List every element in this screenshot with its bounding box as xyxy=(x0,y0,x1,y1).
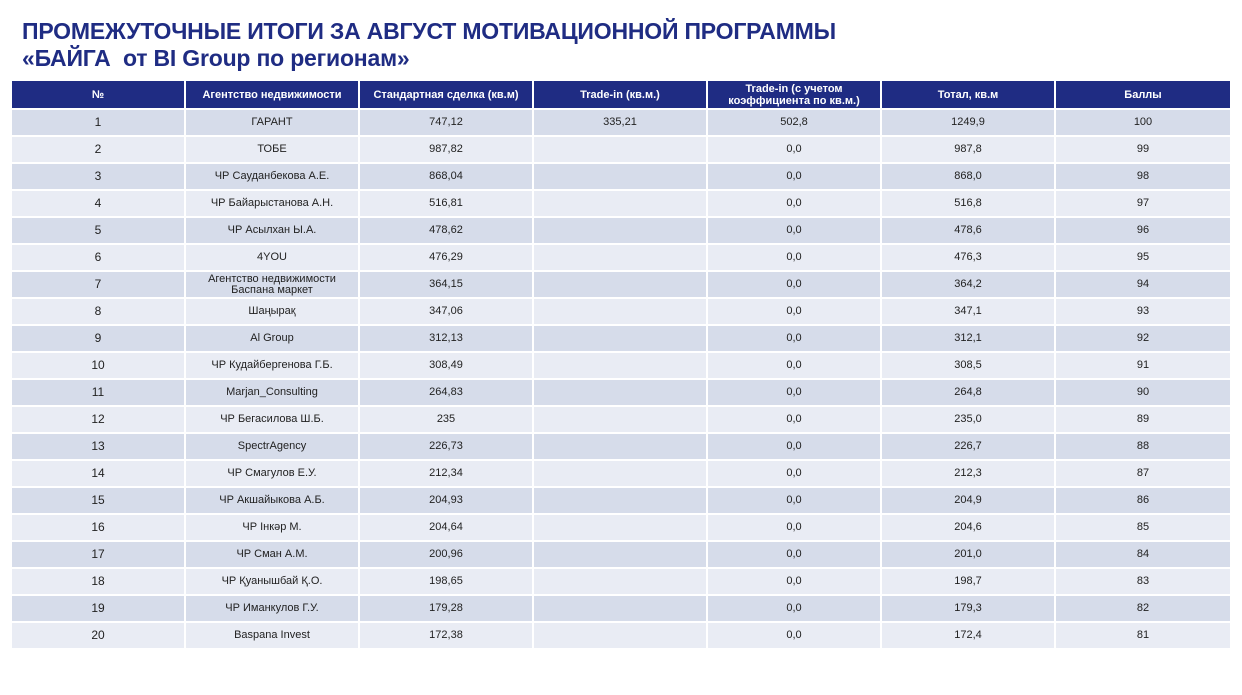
cell-points: 95 xyxy=(1055,244,1230,271)
cell-trade-in xyxy=(533,514,707,541)
table-row xyxy=(12,298,1230,325)
page-title xyxy=(22,18,836,72)
cell-standard-deal: 364,15 xyxy=(359,271,533,298)
column-header-agency: Агентство недвижимости xyxy=(185,81,359,109)
cell-points: 91 xyxy=(1055,352,1230,379)
cell-points: 86 xyxy=(1055,487,1230,514)
table-row xyxy=(12,514,1230,541)
cell-points: 89 xyxy=(1055,406,1230,433)
table-row xyxy=(12,325,1230,352)
cell-total: 347,1 xyxy=(881,298,1055,325)
cell-total: 204,9 xyxy=(881,487,1055,514)
cell-trade-in xyxy=(533,352,707,379)
cell-standard-deal: 204,64 xyxy=(359,514,533,541)
cell-standard-deal: 308,49 xyxy=(359,352,533,379)
cell-trade-in-coef: 0,0 xyxy=(707,244,881,271)
cell-total: 364,2 xyxy=(881,271,1055,298)
cell-trade-in xyxy=(533,136,707,163)
table-row xyxy=(12,568,1230,595)
cell-total: 264,8 xyxy=(881,379,1055,406)
cell-number: 3 xyxy=(12,163,185,190)
cell-trade-in xyxy=(533,379,707,406)
cell-agency: ТОБЕ xyxy=(185,136,359,163)
cell-total: 308,5 xyxy=(881,352,1055,379)
cell-trade-in-coef: 0,0 xyxy=(707,163,881,190)
cell-trade-in xyxy=(533,271,707,298)
cell-trade-in xyxy=(533,406,707,433)
cell-agency: ЧР Асылхан Ы.А. xyxy=(185,217,359,244)
cell-trade-in-coef: 0,0 xyxy=(707,217,881,244)
cell-number: 20 xyxy=(12,622,185,648)
cell-standard-deal: 226,73 xyxy=(359,433,533,460)
table-row xyxy=(12,136,1230,163)
table-row xyxy=(12,595,1230,622)
column-header-points: Баллы xyxy=(1055,81,1230,109)
cell-trade-in-coef: 0,0 xyxy=(707,541,881,568)
column-header-total: Тотал, кв.м xyxy=(881,81,1055,109)
cell-total: 201,0 xyxy=(881,541,1055,568)
column-header-trade-in: Trade-in (кв.м.) xyxy=(533,81,707,109)
table-row xyxy=(12,487,1230,514)
cell-number: 4 xyxy=(12,190,185,217)
cell-number: 8 xyxy=(12,298,185,325)
cell-number: 18 xyxy=(12,568,185,595)
cell-total: 516,8 xyxy=(881,190,1055,217)
table-row xyxy=(12,163,1230,190)
cell-number: 9 xyxy=(12,325,185,352)
cell-points: 94 xyxy=(1055,271,1230,298)
cell-trade-in xyxy=(533,595,707,622)
cell-total: 204,6 xyxy=(881,514,1055,541)
title-line-2: «БАЙГА от BI Group по регионам» xyxy=(22,45,410,71)
cell-trade-in-coef: 0,0 xyxy=(707,622,881,648)
cell-trade-in xyxy=(533,541,707,568)
cell-agency: Агентство недвижимости Баспана маркет xyxy=(185,271,359,298)
cell-trade-in xyxy=(533,190,707,217)
cell-number: 17 xyxy=(12,541,185,568)
cell-trade-in-coef: 0,0 xyxy=(707,271,881,298)
cell-trade-in-coef: 0,0 xyxy=(707,136,881,163)
cell-standard-deal: 179,28 xyxy=(359,595,533,622)
cell-total: 1249,9 xyxy=(881,109,1055,136)
cell-agency: ГАРАНТ xyxy=(185,109,359,136)
cell-standard-deal: 204,93 xyxy=(359,487,533,514)
cell-trade-in-coef: 502,8 xyxy=(707,109,881,136)
cell-trade-in xyxy=(533,325,707,352)
cell-total: 312,1 xyxy=(881,325,1055,352)
cell-total: 235,0 xyxy=(881,406,1055,433)
cell-trade-in xyxy=(533,622,707,648)
cell-agency: ЧР Қуанышбай Қ.О. xyxy=(185,568,359,595)
cell-trade-in-coef: 0,0 xyxy=(707,406,881,433)
cell-standard-deal: 200,96 xyxy=(359,541,533,568)
cell-number: 10 xyxy=(12,352,185,379)
cell-trade-in xyxy=(533,433,707,460)
table-row xyxy=(12,433,1230,460)
table-row xyxy=(12,271,1230,298)
cell-standard-deal: 868,04 xyxy=(359,163,533,190)
cell-total: 172,4 xyxy=(881,622,1055,648)
cell-number: 11 xyxy=(12,379,185,406)
cell-agency: ЧР Акшайыкова А.Б. xyxy=(185,487,359,514)
cell-trade-in: 335,21 xyxy=(533,109,707,136)
cell-points: 83 xyxy=(1055,568,1230,595)
cell-agency: Шаңырақ xyxy=(185,298,359,325)
cell-standard-deal: 235 xyxy=(359,406,533,433)
cell-standard-deal: 312,13 xyxy=(359,325,533,352)
cell-number: 19 xyxy=(12,595,185,622)
cell-total: 868,0 xyxy=(881,163,1055,190)
cell-agency: ЧР Інкәр М. xyxy=(185,514,359,541)
cell-standard-deal: 198,65 xyxy=(359,568,533,595)
table-row xyxy=(12,190,1230,217)
cell-points: 96 xyxy=(1055,217,1230,244)
cell-standard-deal: 987,82 xyxy=(359,136,533,163)
cell-points: 100 xyxy=(1055,109,1230,136)
cell-number: 6 xyxy=(12,244,185,271)
column-header-trade-in-coef: Trade-in (с учетом коэффициента по кв.м.) xyxy=(707,81,881,109)
cell-trade-in xyxy=(533,217,707,244)
cell-trade-in-coef: 0,0 xyxy=(707,460,881,487)
cell-total: 476,3 xyxy=(881,244,1055,271)
cell-standard-deal: 212,34 xyxy=(359,460,533,487)
cell-total: 478,6 xyxy=(881,217,1055,244)
cell-points: 87 xyxy=(1055,460,1230,487)
cell-number: 16 xyxy=(12,514,185,541)
table-body xyxy=(12,109,1230,648)
cell-standard-deal: 347,06 xyxy=(359,298,533,325)
table-row xyxy=(12,244,1230,271)
table-row xyxy=(12,406,1230,433)
cell-trade-in xyxy=(533,487,707,514)
cell-points: 90 xyxy=(1055,379,1230,406)
cell-trade-in xyxy=(533,244,707,271)
cell-trade-in xyxy=(533,568,707,595)
cell-trade-in-coef: 0,0 xyxy=(707,568,881,595)
cell-number: 1 xyxy=(12,109,185,136)
cell-points: 92 xyxy=(1055,325,1230,352)
cell-number: 12 xyxy=(12,406,185,433)
title-line-1: ПРОМЕЖУТОЧНЫЕ ИТОГИ ЗА АВГУСТ МОТИВАЦИОННОЙ ПРОГРАММЫ xyxy=(22,18,836,44)
cell-trade-in xyxy=(533,460,707,487)
cell-trade-in-coef: 0,0 xyxy=(707,190,881,217)
cell-standard-deal: 476,29 xyxy=(359,244,533,271)
cell-agency: ЧР Бегасилова Ш.Б. xyxy=(185,406,359,433)
table-row xyxy=(12,379,1230,406)
results-table xyxy=(12,81,1230,648)
cell-trade-in xyxy=(533,298,707,325)
cell-agency: ЧР Сман А.М. xyxy=(185,541,359,568)
cell-agency: ЧР Смагулов Е.У. xyxy=(185,460,359,487)
table-row xyxy=(12,217,1230,244)
cell-agency: Marjan_Consulting xyxy=(185,379,359,406)
cell-standard-deal: 747,12 xyxy=(359,109,533,136)
cell-agency: ЧР Сауданбекова А.Е. xyxy=(185,163,359,190)
table-header-row xyxy=(12,81,1230,109)
cell-trade-in xyxy=(533,163,707,190)
cell-agency: SpectrAgency xyxy=(185,433,359,460)
cell-number: 13 xyxy=(12,433,185,460)
cell-total: 179,3 xyxy=(881,595,1055,622)
cell-number: 2 xyxy=(12,136,185,163)
cell-points: 93 xyxy=(1055,298,1230,325)
cell-points: 98 xyxy=(1055,163,1230,190)
column-header-standard-deal: Стандартная сделка (кв.м) xyxy=(359,81,533,109)
cell-agency: ЧР Байарыстанова А.Н. xyxy=(185,190,359,217)
table-row xyxy=(12,109,1230,136)
table-row xyxy=(12,541,1230,568)
cell-points: 84 xyxy=(1055,541,1230,568)
cell-trade-in-coef: 0,0 xyxy=(707,298,881,325)
cell-agency: Al Group xyxy=(185,325,359,352)
cell-agency: Baspana Invest xyxy=(185,622,359,648)
cell-standard-deal: 264,83 xyxy=(359,379,533,406)
table-row xyxy=(12,622,1230,648)
cell-total: 198,7 xyxy=(881,568,1055,595)
cell-standard-deal: 516,81 xyxy=(359,190,533,217)
cell-trade-in-coef: 0,0 xyxy=(707,433,881,460)
cell-trade-in-coef: 0,0 xyxy=(707,325,881,352)
cell-points: 97 xyxy=(1055,190,1230,217)
cell-trade-in-coef: 0,0 xyxy=(707,487,881,514)
cell-total: 226,7 xyxy=(881,433,1055,460)
column-header-number: № xyxy=(12,81,185,109)
table-row xyxy=(12,352,1230,379)
cell-total: 987,8 xyxy=(881,136,1055,163)
cell-number: 5 xyxy=(12,217,185,244)
cell-points: 99 xyxy=(1055,136,1230,163)
cell-trade-in-coef: 0,0 xyxy=(707,352,881,379)
cell-standard-deal: 172,38 xyxy=(359,622,533,648)
cell-trade-in-coef: 0,0 xyxy=(707,514,881,541)
cell-points: 88 xyxy=(1055,433,1230,460)
cell-agency: ЧР Кудайбергенова Г.Б. xyxy=(185,352,359,379)
cell-total: 212,3 xyxy=(881,460,1055,487)
table-row xyxy=(12,460,1230,487)
cell-standard-deal: 478,62 xyxy=(359,217,533,244)
cell-points: 81 xyxy=(1055,622,1230,648)
cell-number: 14 xyxy=(12,460,185,487)
cell-agency: ЧР Иманкулов Г.У. xyxy=(185,595,359,622)
cell-number: 7 xyxy=(12,271,185,298)
cell-number: 15 xyxy=(12,487,185,514)
cell-trade-in-coef: 0,0 xyxy=(707,379,881,406)
cell-trade-in-coef: 0,0 xyxy=(707,595,881,622)
cell-points: 82 xyxy=(1055,595,1230,622)
cell-agency: 4YOU xyxy=(185,244,359,271)
cell-points: 85 xyxy=(1055,514,1230,541)
